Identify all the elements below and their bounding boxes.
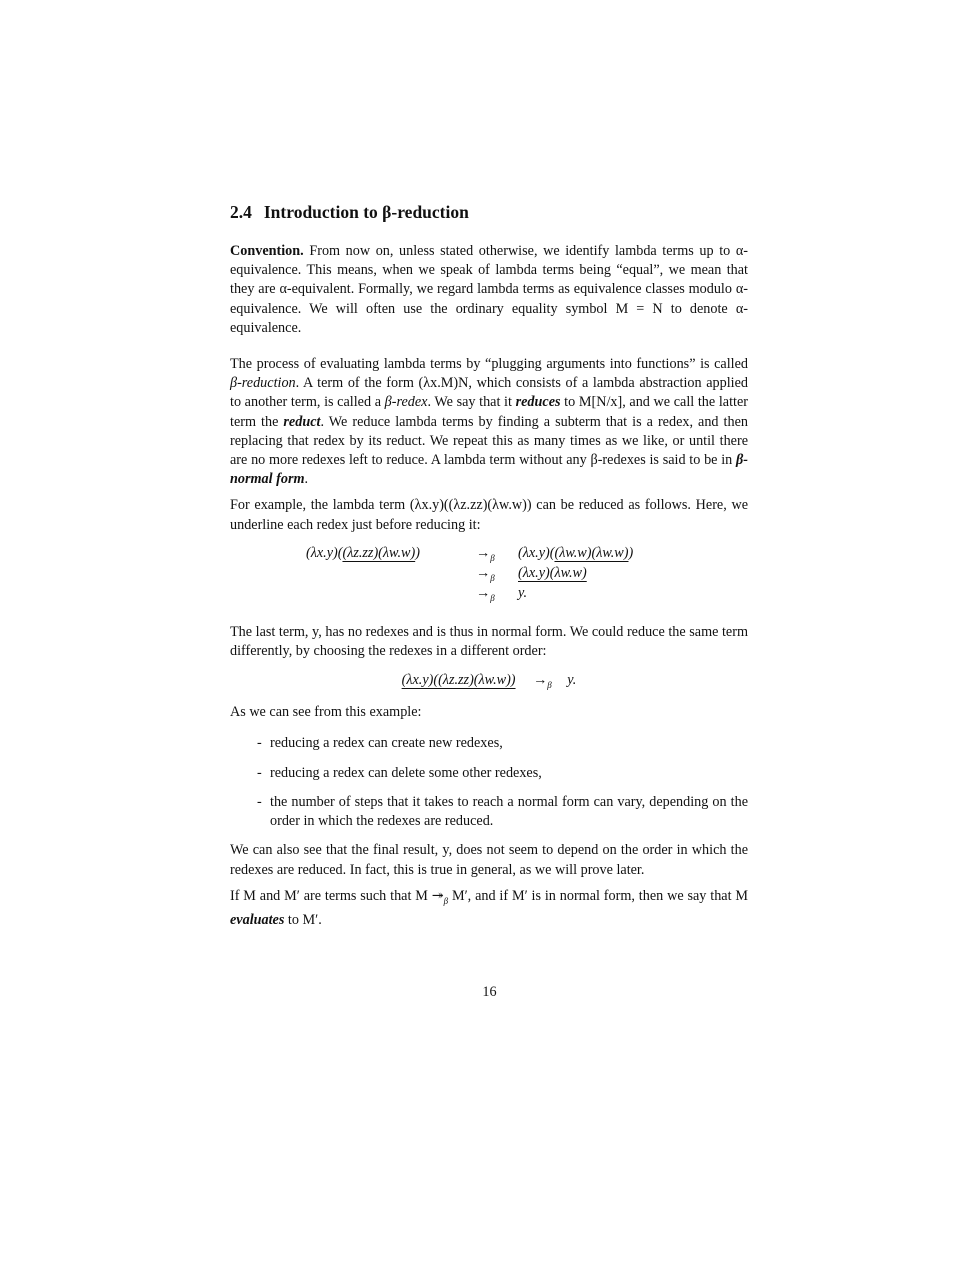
term-reduct: reduct <box>283 413 321 430</box>
underlined-redex: (λw.w)(λw.w) <box>554 544 629 561</box>
term-normal-form: β-normal form <box>230 452 748 488</box>
text-span: to M[N/x], and we call the latter term the <box>230 394 748 430</box>
list-item <box>230 764 748 783</box>
underlined-redex: (λx.y)(λw.w) <box>518 564 587 581</box>
beta-arrow: $\to_\beta$ <box>476 544 495 563</box>
list-item <box>230 793 748 831</box>
math-span: (λx.y)( <box>306 544 343 561</box>
list-item <box>230 734 748 753</box>
reduction-lhs <box>306 544 420 563</box>
math-span: ) <box>628 544 634 561</box>
math-span: ) <box>415 544 420 561</box>
term-beta-reduction: β-reduction <box>230 375 296 392</box>
reduction-result: y. <box>567 672 577 689</box>
last-term-paragraph: The last term, y, has no redexes and is thus in normal form. We could reduce the same term differently, by choosing the redexes in a different order: <box>230 623 748 660</box>
text-span: M′, and if M′ is in normal form, then we say that M <box>448 887 748 904</box>
math-span: (λx.y)( <box>518 544 555 561</box>
term-evaluates: evaluates <box>230 911 285 928</box>
reduction-step-3: y. <box>518 584 528 601</box>
text-span: If M and M′ are terms such that M ↠ <box>230 887 444 904</box>
page-content <box>230 200 748 930</box>
underlined-redex: (λz.zz)(λw.w) <box>342 544 416 561</box>
subscript: β <box>443 895 449 906</box>
see-paragraph: As we can see from this example: <box>230 704 422 721</box>
underlined-redex: (λx.y)((λz.zz)(λw.w)) <box>401 672 516 689</box>
text-span: The process of evaluating lambda terms by “plugging arguments into functions” is called <box>230 356 748 373</box>
text-span: . <box>304 471 309 488</box>
section-heading <box>230 200 748 224</box>
beta-arrow: $\to_\beta$ <box>476 564 495 583</box>
section-number: 2.4 <box>230 202 252 222</box>
page-number: 16 <box>482 984 497 1000</box>
beta-arrow: $\to_\beta$ <box>533 672 552 691</box>
list-item-text: reducing a redex can create new redexes, <box>270 735 503 752</box>
process-paragraph <box>230 355 748 489</box>
reduction-sequence <box>230 544 748 606</box>
convention-text: From now on, unless stated otherwise, we identify lambda terms up to α-equivalence. This means, when we speak of lambda terms being “equal”, we mean that they are α-equivalent. Formally, we regard lambda terms as equivalence classes modulo α-equivalence. We will often use the ordinary equality symbol M = N to denote α-equivalence. <box>230 243 749 336</box>
section-title: Introduction to β-reduction <box>263 202 469 222</box>
list-item-text: reducing a redex can delete some other redexes, <box>270 764 542 781</box>
alternate-reduction <box>230 671 748 695</box>
text-span: . A term of the form (λx.M)N, which consists of a lambda abstraction applied to another term, is called a <box>230 375 748 411</box>
list-item-text: the number of steps that it takes to reach a normal form can vary, depending on the order in which the redexes are reduced. <box>270 793 748 830</box>
evaluates-paragraph <box>230 887 748 930</box>
convention-paragraph <box>230 242 748 338</box>
text-span: . We say that it <box>427 394 516 411</box>
reduction-step-2 <box>518 564 587 583</box>
term-reduces: reduces <box>515 394 561 411</box>
reduction-step-1 <box>518 544 633 563</box>
text-span: to M′. <box>284 911 322 928</box>
final-result-paragraph: We can also see that the final result, y, does not seem to depend on the order in which the redexes are reduced. In fact, this is true in general, as we will prove later. <box>230 842 748 878</box>
example-paragraph: For example, the lambda term (λx.y)((λz.zz)(λw.w)) can be reduced as follows. Here, we underline each redex just before reducing it: <box>230 497 748 533</box>
beta-arrow: $\to_\beta$ <box>476 584 495 603</box>
dash-mark: - <box>257 735 262 752</box>
dash-mark: - <box>257 764 262 781</box>
observation-list <box>230 734 748 831</box>
convention-label: Convention. <box>230 243 304 259</box>
text-span: . We reduce lambda terms by finding a subterm that is a redex, and then replacing that redex by its reduct. We repeat this as many times as we like, or until there are no more redexes left to reduce. A lambda term without any β-redexes is said to be in <box>230 413 748 469</box>
term-beta-redex: β-redex <box>384 394 428 411</box>
dash-mark: - <box>257 793 262 810</box>
